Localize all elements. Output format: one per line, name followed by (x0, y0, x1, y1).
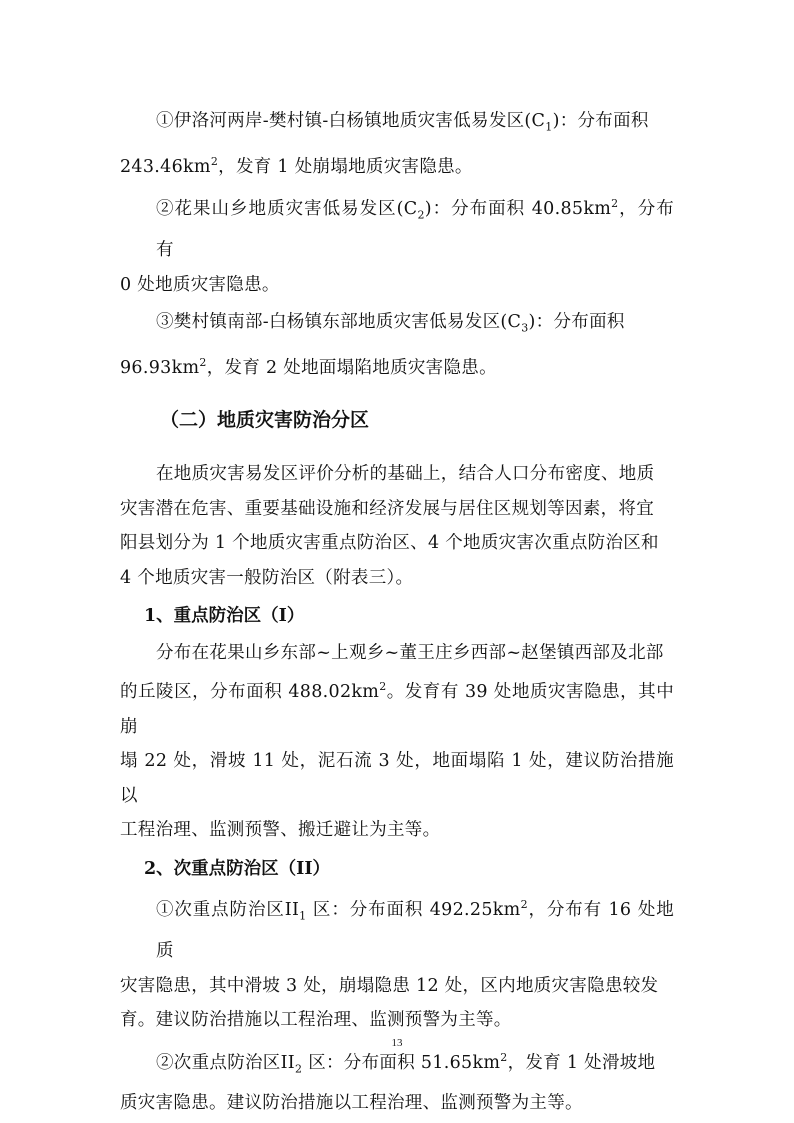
text-line: 育。建议防治措施以工程治理、监测预警为主等。 (120, 1010, 512, 1031)
superscript: 2 (379, 680, 387, 694)
text-run: ②次重点防治区II (156, 1052, 296, 1073)
paragraph-c3 (120, 305, 674, 385)
text-run: )：分布面积 (528, 312, 625, 333)
text-run: ①伊洛河两岸-樊村镇-白杨镇地质灾害低易发区(C (156, 111, 546, 131)
document-page (120, 104, 674, 1121)
superscript: 2 (520, 898, 528, 912)
key-zone-paragraph (120, 636, 674, 848)
text-run: 区：分布面积 492.25km (306, 900, 521, 921)
text-run: 的丘陵区，分布面积 488.02km (120, 682, 380, 703)
text-run: ，发育 1 处滑坡地 (507, 1052, 656, 1073)
text-line: 4 个地质灾害一般防治区（附表三）。 (120, 567, 414, 588)
text-run: ②花果山乡地质灾害低易发区(C (156, 199, 418, 220)
subscript: 3 (521, 321, 529, 335)
area-value: 96.93km (120, 357, 200, 378)
text-run: ①次重点防治区II (156, 900, 300, 921)
text-line: 阳县划分为 1 个地质灾害重点防治区、4 个地质灾害次重点防治区和 (120, 533, 659, 554)
subscript: 2 (417, 208, 425, 222)
text-run: ③樊村镇南部-白杨镇东部地质灾害低易发区(C (156, 312, 522, 333)
text-run: ，分布有 (156, 199, 675, 261)
superscript: 2 (199, 356, 207, 370)
superscript: 2 (500, 1050, 508, 1064)
text-line: 灾害潜在危害、重要基础设施和经济发展与居住区规划等因素，将宜 (120, 498, 654, 519)
text-line: 在地质灾害易发区评价分析的基础上，结合人口分布密度、地质 (156, 464, 655, 485)
page-number: 13 (391, 1037, 403, 1049)
text-line: 塌 22 处，滑坡 11 处，泥石流 3 处，地面塌陷 1 处，建议防治措施以 (120, 751, 674, 806)
text-line: 分布在花果山乡东部~上观乡~董王庄乡西部~赵堡镇西部及北部 (156, 642, 664, 663)
secondary-zone-ii2-paragraph (120, 1041, 674, 1121)
subscript: 1 (299, 909, 307, 923)
secondary-zone-ii1-paragraph (120, 888, 674, 1037)
text-run: )：分布面积 (552, 111, 649, 131)
area-value: 243.46km (120, 156, 211, 177)
text-line: 灾害隐患，其中滑坡 3 处，崩塌隐患 12 处，区内地质灾害隐患较发 (120, 975, 659, 996)
text-line: 0 处地质灾害隐患。 (120, 274, 280, 295)
text-run: ，分布有 16 处地质 (156, 900, 675, 962)
intro-paragraph (120, 457, 674, 595)
text-run: ，发育 1 处崩塌地质灾害隐患。 (218, 156, 473, 177)
sub-heading-key-zone: 1、重点防治区（I） (144, 606, 305, 627)
subscript: 2 (295, 1061, 303, 1075)
paragraph-c2 (120, 187, 674, 302)
text-run: ，发育 2 处地面塌陷地质灾害隐患。 (206, 357, 497, 378)
sub-heading-secondary-zone: 2、次重点防治区（II） (144, 858, 331, 879)
superscript: 2 (210, 155, 219, 168)
text-run: )：分布面积 40.85km (424, 199, 612, 220)
text-line: 质灾害隐患。建议防治措施以工程治理、监测预警为主等。 (120, 1093, 583, 1114)
section-heading: （二）地质灾害防治分区 (160, 409, 370, 432)
superscript: 2 (611, 197, 619, 211)
text-run: 区：分布面积 51.65km (302, 1052, 501, 1073)
paragraph-c1 (120, 104, 674, 184)
text-line: 工程治理、监测预警、搬迁避让为主等。 (120, 820, 441, 841)
text-run: 。发育有 39 处地质灾害隐患，其中崩 (120, 682, 674, 737)
subscript: 1 (545, 120, 553, 134)
